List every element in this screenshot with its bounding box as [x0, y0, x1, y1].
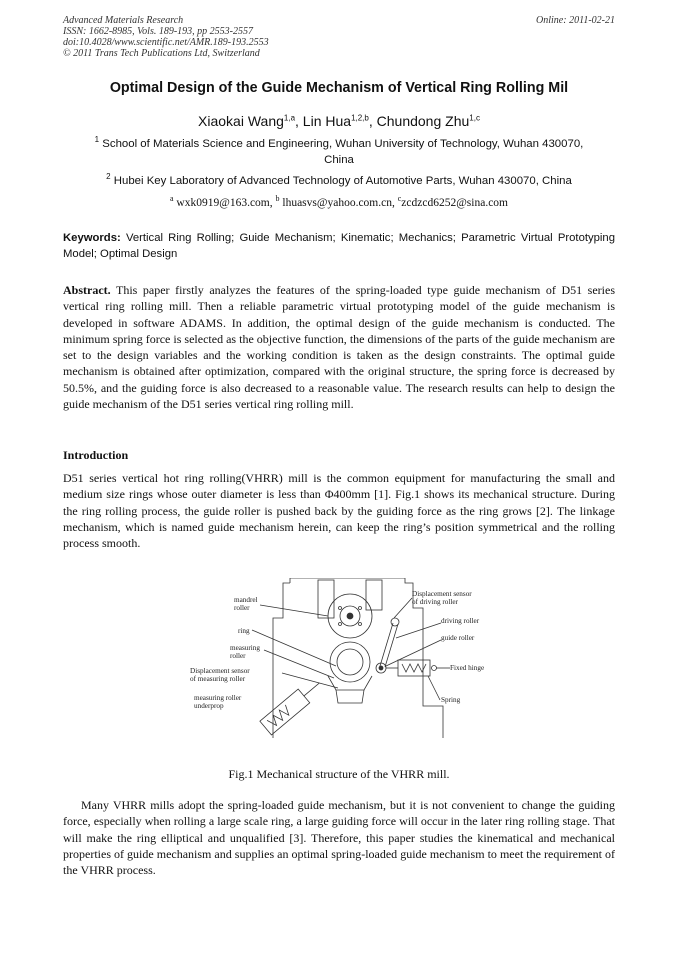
arm-pivot	[391, 618, 399, 626]
fig-label: mandrel	[234, 596, 258, 604]
leader-line	[252, 630, 336, 666]
email-link[interactable]: zcdzcd6252@sina.com	[401, 197, 509, 209]
affiliation-sup: 1	[94, 135, 100, 145]
underprop-housing	[260, 689, 310, 735]
intro-paragraph-2: Many VHRR mills adopt the spring-loaded guide mechanism, but it is not convenient to change the guiding force, especially when rolling a large scale ring, a large guiding force will occur in the later ring rolling stage. That will make the ring elliptical and unqualified [3]. Therefore, this paper studies the kinematical and mechanical properties of guide mechanism and supplies an optimal spring-loaded guide mechanism to meet the requirement of the VHRR process.	[63, 798, 615, 878]
abstract	[63, 282, 615, 412]
keywords	[63, 231, 615, 262]
fig-label: of driving roller	[412, 598, 458, 606]
author-name: Lin Hua	[302, 113, 352, 129]
ring-shape	[330, 642, 370, 682]
mandrel-axle	[347, 613, 353, 619]
fig-label: measuring	[230, 644, 260, 652]
bolt-hole	[339, 607, 342, 610]
journal-header	[63, 15, 615, 59]
spring-housing	[398, 660, 430, 676]
bolt-hole	[359, 623, 362, 626]
leader-line	[264, 650, 334, 678]
leader-line	[394, 598, 412, 618]
fig-label: of measuring roller	[190, 675, 246, 683]
fig-label: driving roller	[441, 617, 480, 625]
affiliation-2	[63, 174, 615, 190]
underprop-spring	[267, 705, 292, 728]
affiliation-sup: 2	[106, 172, 111, 182]
author-name: Xiaokai Wang	[198, 113, 284, 129]
fig-label: roller	[230, 652, 246, 660]
fig-label: Displacement sensor	[190, 667, 250, 675]
author-name: Chundong Zhu	[376, 113, 470, 129]
driving-arm	[380, 623, 393, 666]
driving-arm-edge	[385, 624, 398, 667]
upper-slot-right	[366, 580, 382, 610]
affiliation-text: School of Materials Science and Engineering, Wuhan University of Technology, Wuhan 430070,	[102, 138, 584, 150]
section-heading: Introduction	[63, 448, 129, 462]
guide-roller-axle	[379, 666, 383, 670]
abstract-text: This paper firstly analyzes the features of the spring-loaded type guide mechanism of D51 series vertical ring rolling mill. Then a reliable parametric virtual prototyping model of the guide mechanism is developed in software ADAMS. In addition, the optimal design of the guide mechanism is conducted. The minimum spring force is selected as the objective function, the dimensions of the parts of the guide mechanism are set to the design variables and the working condition is taken as the design constraints. The optimal guide mechanism is obtained after optimization, compared with the original structure, the spring force is decreased by 50.5%, and the guiding force is also decreased to a reasonable value. The research results can help to design the guide mechanism of the D51 series vertical ring rolling mill.	[63, 283, 615, 412]
measuring-roller-body	[328, 676, 372, 690]
ring-inner	[337, 649, 363, 675]
affiliation-text: Hubei Key Laboratory of Advanced Technology of Automotive Parts, Wuhan 430070, China	[113, 175, 572, 187]
author-list: Xiaokai Wang$^{1,a}$, Lin Hua$^{1,2,b}$, Chundong Zhu$^{1,c}$	[198, 113, 480, 129]
email-link[interactable]: wxk0919@163.com,	[176, 197, 273, 209]
keywords-label: Keywords:	[63, 232, 121, 244]
bolt-hole	[339, 623, 342, 626]
fig-label: guide roller	[441, 634, 475, 642]
author-sup: 1,c	[469, 113, 480, 123]
fixed-hinge-shape	[432, 666, 437, 671]
author-emails	[63, 194, 615, 209]
affiliation-text-cont: China	[324, 153, 354, 166]
bolt-hole	[359, 607, 362, 610]
fig-label: roller	[234, 604, 250, 612]
fig-label: measuring roller	[194, 694, 242, 702]
abstract-label: Abstract.	[63, 283, 111, 297]
issn-line: ISSN: 1662-8985, Vols. 189-193, pp 2553-2557	[63, 26, 253, 37]
online-date: Online: 2011-02-21	[536, 15, 615, 26]
fig-label: underprop	[194, 702, 224, 710]
fig-label: ring	[238, 627, 250, 635]
email-sup: c	[397, 194, 402, 204]
doi-line[interactable]: doi:10.4028/www.scientific.net/AMR.189-193.2553	[63, 37, 269, 48]
author-sup: 1,2,b	[351, 113, 369, 123]
fig-label: Displacement sensor	[412, 590, 472, 598]
copyright-line: © 2011 Trans Tech Publications Ltd, Switzerland	[63, 48, 260, 59]
journal-name: Advanced Materials Research	[63, 15, 184, 26]
leader-line	[282, 673, 338, 688]
leader-line	[386, 640, 441, 666]
leader-line	[428, 676, 440, 700]
paper-title: Optimal Design of the Guide Mechanism of Vertical Ring Rolling Mil	[109, 80, 569, 96]
email-sup: a	[169, 194, 174, 204]
fig-label: Spring	[441, 696, 461, 704]
affiliation-1	[63, 137, 615, 168]
author-sup: 1,a	[283, 113, 296, 123]
figure-caption: Fig.1 Mechanical structure of the VHRR mill.	[228, 767, 450, 781]
fig-label: Fixed hinge	[450, 664, 485, 672]
underprop-rod	[304, 683, 319, 696]
upper-slot	[318, 580, 334, 618]
email-sup: b	[275, 194, 280, 204]
spring-coil	[402, 664, 426, 672]
mechanism-figure	[188, 578, 493, 738]
keywords-text: Vertical Ring Rolling; Guide Mechanism; Kinematic; Mechanics; Parametric Virtual Prototyping Model; Optimal Design	[63, 232, 616, 260]
intro-paragraph-1: D51 series vertical hot ring rolling(VHRR) mill is the common equipment for manufacturing the small and medium size rings whose outer diameter is less than Φ400mm [1]. Fig.1 shows its mechanical structure. During the ring rolling process, the guide roller is pushed back by the guiding force as the ring grows [2]. The linkage mechanism, which is named guide mechanism herein, can keep the ring’s position symmetrical and the rolling process smooth.	[63, 471, 615, 551]
leader-line	[396, 623, 441, 638]
email-link[interactable]: lhuasvs@yahoo.com.cn,	[282, 197, 395, 209]
measuring-roller-base	[336, 690, 364, 703]
